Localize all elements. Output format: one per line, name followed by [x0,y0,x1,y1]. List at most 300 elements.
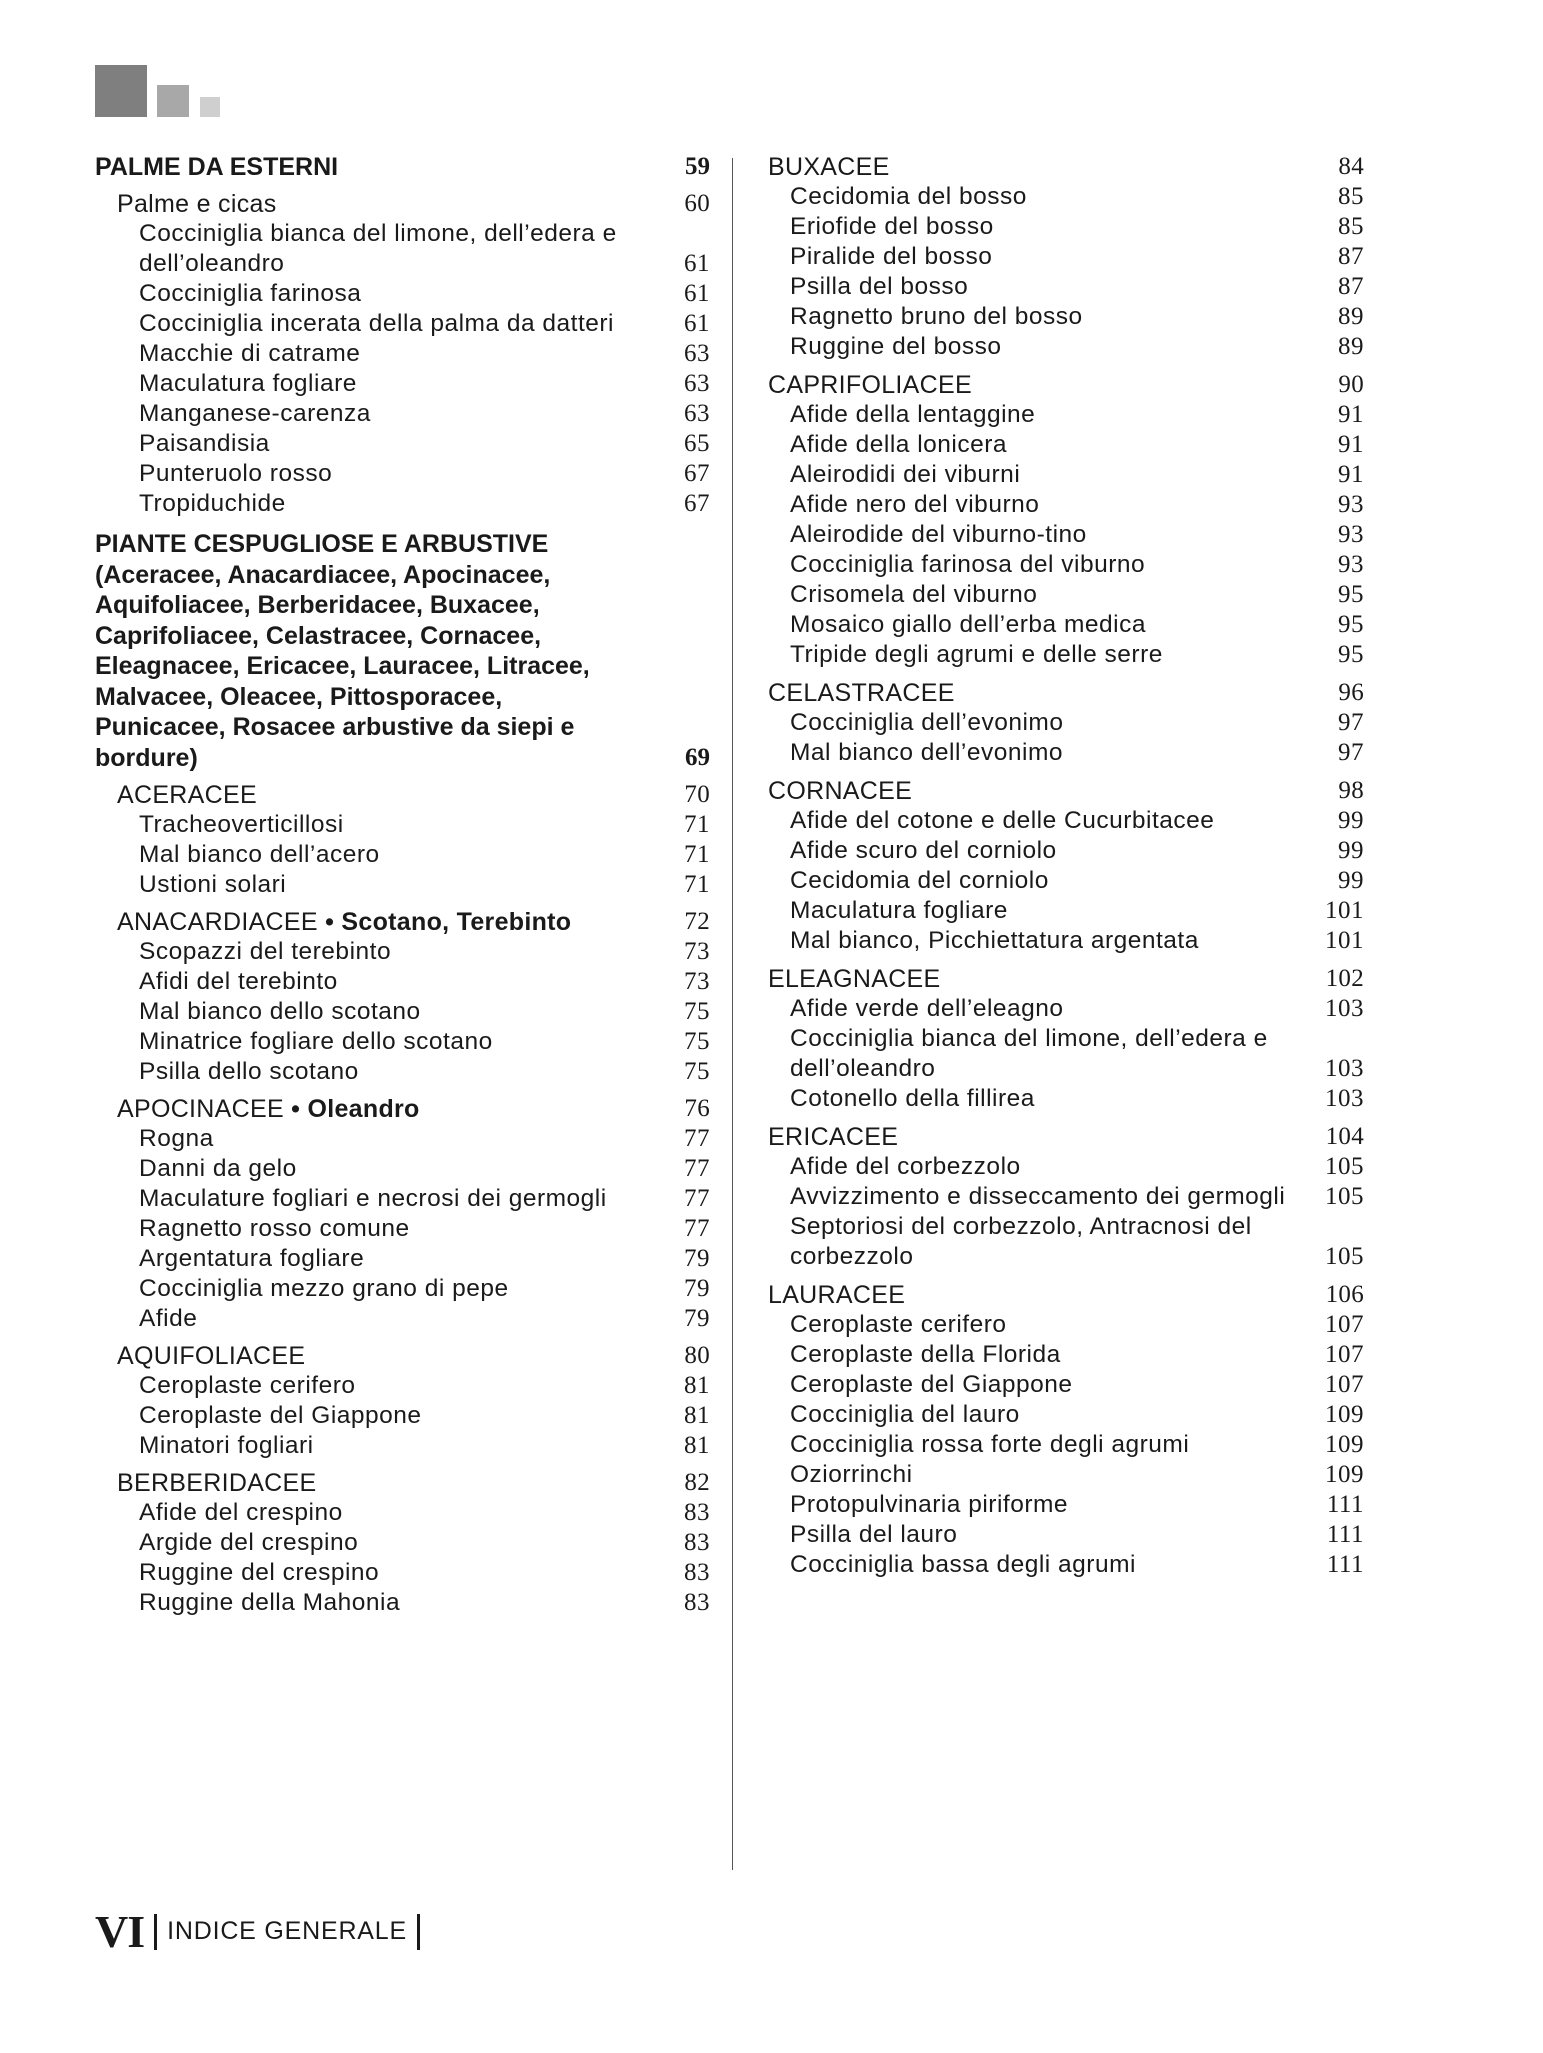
toc-entry-title-text: Maculatura fogliare [139,370,357,397]
toc-entry-page: 91 [1338,431,1364,458]
toc-entry-title [768,776,1304,806]
toc-entry-title [790,866,1304,896]
toc-entry-title [139,339,650,369]
toc-entry-title-text: Eriofide del bosso [790,213,994,240]
toc-entry-title-text: ELEAGNACEE [768,965,941,993]
toc-entry-page: 67 [684,460,710,487]
toc-entry-title [139,219,650,279]
toc-entry-title [790,460,1304,490]
toc-entry-title [139,429,650,459]
toc-entry-title-text: CELASTRACEE [768,679,955,707]
toc-entry-title-text: Cocciniglia rossa forte degli agrumi [790,1431,1190,1458]
toc-item [95,1184,710,1214]
toc-item [95,369,710,399]
toc-item [95,279,710,309]
toc-entry-title [139,870,650,900]
toc-entry-page: 111 [1326,1521,1364,1548]
toc-entry-title [790,520,1304,550]
toc-entry-page: 85 [1338,183,1364,210]
toc-item [768,836,1364,866]
toc-entry-page: 103 [1325,1055,1364,1082]
toc-item [95,489,710,519]
toc-item [768,1212,1364,1272]
toc-entry-page: 83 [684,1589,710,1616]
toc-section [95,152,710,182]
toc-entry-title [139,1184,650,1214]
toc-entry-page: 77 [684,1185,710,1212]
toc-item [768,610,1364,640]
toc-entry-page: 106 [1325,1281,1364,1308]
toc-entry-title [790,302,1304,332]
toc-entry-title [139,1027,650,1057]
toc-entry-page: 76 [684,1095,710,1122]
toc-family [768,964,1364,994]
toc-item [95,1154,710,1184]
toc-entry-title [790,430,1304,460]
toc-entry-page: 79 [684,1245,710,1272]
toc-entry-title-text: Paisandisia [139,430,270,457]
toc-entry-title [139,1588,650,1618]
toc-entry-page: 111 [1326,1551,1364,1578]
toc-entry-title [95,529,650,773]
toc-entry-title-text: Tracheoverticillosi [139,811,344,838]
toc-item [768,490,1364,520]
toc-entry-page: 81 [684,1432,710,1459]
toc-entry-title-text: Cocciniglia bianca del limone, dell’edera e dell’oleandro [139,220,617,277]
toc-entry-page: 67 [684,490,710,517]
toc-entry-page: 103 [1325,1085,1364,1112]
toc-item [95,459,710,489]
toc-entry-page: 63 [684,370,710,397]
toc-entry-title [790,1182,1304,1212]
toc-entry-title-text: Cocciniglia bassa degli agrumi [790,1551,1136,1578]
header-square-large [95,65,147,117]
toc-item [768,182,1364,212]
toc-left-column [95,152,710,1618]
toc-entry-page: 72 [684,908,710,935]
toc-entry-page: 97 [1338,709,1364,736]
toc-entry-page: 69 [685,744,710,771]
toc-entry-page: 99 [1338,837,1364,864]
toc-entry-title-text: Psilla del bosso [790,273,969,300]
header-square-medium [157,85,189,117]
toc-entry-page: 87 [1338,243,1364,270]
toc-entry-title [790,640,1304,670]
toc-entry-page: 63 [684,400,710,427]
toc-item [95,1027,710,1057]
toc-entry-title-text: CORNACEE [768,777,913,805]
toc-item [768,400,1364,430]
toc-entry-page: 83 [684,1499,710,1526]
toc-item [768,1490,1364,1520]
toc-item [95,1371,710,1401]
toc-entry-page: 95 [1338,641,1364,668]
toc-entry-title [790,1152,1304,1182]
toc-entry-page: 77 [684,1215,710,1242]
toc-item [95,1244,710,1274]
toc-item [95,1274,710,1304]
toc-entry-page: 81 [684,1372,710,1399]
toc-entry-title-text: Afide del crespino [139,1499,343,1526]
toc-entry-title [117,907,650,937]
toc-entry-title-text: Argide del crespino [139,1529,359,1556]
toc-entry-title-text: Palme e cicas [117,190,277,218]
toc-entry-title-text: Afide del cotone e delle Cucurbitacee [790,807,1215,834]
toc-item [768,1370,1364,1400]
toc-entry-page: 71 [684,841,710,868]
toc-entry-page: 85 [1338,213,1364,240]
toc-item [95,1124,710,1154]
toc-entry-title-text: BUXACEE [768,153,890,181]
toc-family [768,1122,1364,1152]
toc-entry-page: 77 [684,1155,710,1182]
toc-entry-title-text: Minatrice fogliare dello scotano [139,1028,493,1055]
toc-entry-page: 87 [1338,273,1364,300]
toc-entry-title [139,1244,650,1274]
toc-entry-title-text: APOCINACEE [117,1095,284,1123]
toc-family [95,1094,710,1124]
toc-entry-title-text: Cocciniglia mezzo grano di pepe [139,1275,509,1302]
toc-entry-title [139,1558,650,1588]
toc-entry-page: 65 [684,430,710,457]
toc-entry-page: 99 [1338,807,1364,834]
toc-entry-page: 93 [1338,551,1364,578]
toc-entry-page: 73 [684,968,710,995]
toc-item [768,1460,1364,1490]
toc-item [768,332,1364,362]
toc-entry-title-text: Maculatura fogliare [790,897,1008,924]
toc-entry-page: 73 [684,938,710,965]
toc-entry-page: 107 [1325,1371,1364,1398]
toc-item [95,339,710,369]
toc-entry-page: 90 [1338,371,1364,398]
toc-entry-title [790,1490,1304,1520]
toc-item [768,1340,1364,1370]
toc-entry-title [139,1057,650,1087]
toc-item [95,399,710,429]
toc-entry-title-text: AQUIFOLIACEE [117,1342,306,1370]
toc-item [768,430,1364,460]
toc-entry-title [790,1340,1304,1370]
toc-item [768,302,1364,332]
toc-entry-page: 91 [1338,401,1364,428]
toc-entry-title-text: Ruggine della Mahonia [139,1589,401,1616]
toc-item [95,937,710,967]
toc-item [768,212,1364,242]
toc-item [95,870,710,900]
toc-entry-title-text: Cocciniglia farinosa [139,280,362,307]
toc-entry-page: 61 [684,310,710,337]
toc-item [768,994,1364,1024]
toc-entry-title [139,459,650,489]
toc-entry-title [790,1550,1304,1580]
toc-entry-title [139,1431,650,1461]
toc-item [95,967,710,997]
toc-entry-title [790,212,1304,242]
toc-item [768,1430,1364,1460]
toc-entry-title [790,1430,1304,1460]
toc-entry-title [790,272,1304,302]
toc-entry-title [139,1498,650,1528]
toc-entry-title [139,1528,650,1558]
toc-entry-page: 75 [684,1028,710,1055]
toc-entry-title [768,964,1304,994]
toc-entry-title [790,1370,1304,1400]
toc-entry-title [790,182,1304,212]
toc-entry-title-text: CAPRIFOLIACEE [768,371,972,399]
toc-entry-title [139,967,650,997]
toc-entry-title-text: Danni da gelo [139,1155,297,1182]
toc-entry-title [790,550,1304,580]
toc-item [95,1057,710,1087]
toc-entry-page: 77 [684,1125,710,1152]
toc-entry-title-text: Mosaico giallo dell’erba medica [790,611,1146,638]
toc-entry-title [790,836,1304,866]
toc-family [95,1468,710,1498]
toc-entry-title-text: Psilla dello scotano [139,1058,359,1085]
toc-item [95,1588,710,1618]
toc-item [95,1558,710,1588]
toc-entry-title [117,780,650,810]
toc-entry-title [117,1094,650,1124]
toc-entry-title [790,926,1304,956]
toc-entry-title-text: Manganese-carenza [139,400,371,427]
toc-entry-title [117,1341,650,1371]
toc-item [768,640,1364,670]
toc-item [95,1528,710,1558]
toc-entry-page: 95 [1338,611,1364,638]
toc-entry-title [790,1400,1304,1430]
toc-entry-title [139,1154,650,1184]
toc-entry-title-text: Rogna [139,1125,214,1152]
toc-entry-page: 103 [1325,995,1364,1022]
toc-entry-title [790,610,1304,640]
toc-entry-page: 71 [684,871,710,898]
toc-entry-page: 75 [684,998,710,1025]
toc-entry-title [139,997,650,1027]
toc-entry-title [139,1371,650,1401]
toc-entry-page: 97 [1338,739,1364,766]
toc-entry-page: 102 [1325,965,1364,992]
toc-entry-title-text: PALME DA ESTERNI [95,153,339,181]
toc-entry-page: 101 [1325,927,1364,954]
toc-item [768,896,1364,926]
toc-entry-page: 60 [684,190,710,217]
toc-entry-page: 101 [1325,897,1364,924]
toc-entry-page: 99 [1338,867,1364,894]
toc-entry-page: 109 [1325,1431,1364,1458]
toc-entry-title-text: Mal bianco dello scotano [139,998,421,1025]
toc-entry-page: 109 [1325,1401,1364,1428]
toc-entry-title-text: Ustioni solari [139,871,287,898]
toc-item [768,550,1364,580]
toc-entry-title-text: ERICACEE [768,1123,899,1151]
toc-entry-page: 95 [1338,581,1364,608]
toc-entry-title [790,1310,1304,1340]
toc-entry-title-text: Afide verde dell’eleagno [790,995,1064,1022]
toc-entry-title [139,399,650,429]
toc-entry-title-text: Crisomela del viburno [790,581,1038,608]
toc-entry-page: 91 [1338,461,1364,488]
toc-entry-page: 61 [684,280,710,307]
toc-entry-title-text: BERBERIDACEE [117,1469,317,1497]
toc-entry-title [790,708,1304,738]
toc-item [768,272,1364,302]
toc-entry-title-text: Ceroplaste del Giappone [790,1371,1073,1398]
toc-entry-page: 81 [684,1402,710,1429]
toc-entry-title-text: ANACARDIACEE [117,908,318,936]
toc-entry-title-text: Afide scuro del corniolo [790,837,1057,864]
toc-entry-title [139,1401,650,1431]
toc-entry-title [139,1274,650,1304]
toc-entry-title-text: Maculature fogliari e necrosi dei germogli [139,1185,607,1212]
toc-entry-title-text: Ragnetto rosso comune [139,1215,410,1242]
toc-right-column [768,152,1364,1580]
toc-item [95,810,710,840]
toc-family [768,678,1364,708]
toc-entry-title [139,489,650,519]
toc-entry-page: 79 [684,1275,710,1302]
toc-entry-title-text: Afidi del terebinto [139,968,338,995]
toc-entry-title [790,580,1304,610]
toc-entry-title-text: Afide [139,1305,198,1332]
toc-entry-title [790,332,1304,362]
footer-page-number: VI [95,1906,145,1957]
toc-item [768,708,1364,738]
toc-entry-title [790,400,1304,430]
toc-entry-title [768,152,1304,182]
toc-entry-title-text: Piralide del bosso [790,243,993,270]
toc-entry-title-text: Cocciniglia incerata della palma da datteri [139,310,615,337]
toc-entry-title-text: Macchie di catrame [139,340,361,367]
toc-entry-title [139,810,650,840]
toc-entry-title [95,152,650,182]
toc-family [95,907,710,937]
toc-entry-title [790,806,1304,836]
toc-item [768,460,1364,490]
toc-entry-title-text: Ceroplaste della Florida [790,1341,1061,1368]
toc-entry-title-text: Psilla del lauro [790,1521,958,1548]
toc-entry-page: 105 [1325,1183,1364,1210]
toc-entry-page: 111 [1326,1491,1364,1518]
toc-item [95,1498,710,1528]
toc-entry-title [768,678,1304,708]
toc-entry-page: 96 [1338,679,1364,706]
toc-item [95,1431,710,1461]
toc-entry-title [790,1212,1304,1272]
toc-entry-title [139,309,650,339]
toc-entry-title [768,370,1304,400]
toc-item [768,1520,1364,1550]
footer-label: INDICE GENERALE [167,1917,407,1945]
toc-entry-page: 107 [1325,1341,1364,1368]
toc-entry-title [790,1460,1304,1490]
toc-entry-title [790,1520,1304,1550]
toc-entry-page: 93 [1338,491,1364,518]
toc-entry-title-text: Afide della lonicera [790,431,1008,458]
toc-item [95,1214,710,1244]
toc-family [768,370,1364,400]
toc-entry-title [790,738,1304,768]
toc-entry-subtitle: • Oleandro [283,1095,420,1123]
toc-item [768,1310,1364,1340]
toc-entry-title-text: Cocciniglia dell’evonimo [790,709,1064,736]
toc-entry-title-text: ACERACEE [117,781,257,809]
toc-item [768,1152,1364,1182]
toc-entry-title [117,1468,650,1498]
toc-entry-title-text: Tropiduchide [139,490,286,517]
toc-entry-title [139,840,650,870]
toc-entry-page: 93 [1338,521,1364,548]
toc-entry-title-text: Mal bianco, Picchiettatura argentata [790,927,1199,954]
toc-entry-title-text: Argentatura fogliare [139,1245,365,1272]
toc-entry-title [768,1122,1304,1152]
toc-entry-title-text: Ceroplaste del Giappone [139,1402,422,1429]
toc-entry-title [790,1084,1304,1114]
toc-entry-page: 82 [684,1469,710,1496]
toc-entry-title [139,1214,650,1244]
toc-entry-title-text: Ruggine del bosso [790,333,1002,360]
toc-entry-title-text: Minatori fogliari [139,1432,314,1459]
toc-entry-page: 70 [684,781,710,808]
footer-separator [154,1914,157,1950]
toc-entry-page: 98 [1338,777,1364,804]
toc-entry-title-text: Cotonello della fillirea [790,1085,1035,1112]
toc-section [95,529,710,773]
toc-entry-page: 71 [684,811,710,838]
toc-entry-title-text: Afide nero del viburno [790,491,1040,518]
toc-entry-title [790,896,1304,926]
toc-item [95,429,710,459]
toc-entry-title [768,1280,1304,1310]
toc-entry-title-text: Oziorrinchi [790,1461,913,1488]
toc-entry-title [790,1024,1304,1084]
toc-entry-title [139,369,650,399]
toc-item [768,1084,1364,1114]
toc-entry-page: 105 [1325,1243,1364,1270]
toc-item [768,580,1364,610]
toc-item [768,520,1364,550]
toc-entry-title-text: Aleirodidi dei viburni [790,461,1021,488]
toc-entry-title [790,994,1304,1024]
toc-entry-title-text: Cecidomia del bosso [790,183,1027,210]
toc-item [95,1401,710,1431]
toc-item [95,840,710,870]
toc-item [768,1024,1364,1084]
toc-entry-title-text: Avvizzimento e disseccamento dei germogli [790,1183,1286,1210]
toc-entry-title-text: PIANTE CESPUGLIOSE E ARBUSTIVE (Aceracee, Anacardiacee, Apocinacee, Aquifoliacee, Berberidacee, Buxacee, Caprifoliacee, Celastracee, Cornacee, Eleagnacee, Ericacee, Lauracee, Litracee, Malvacee, Oleacee, Pittosporacee, Punicacee, Rosacee arbustive da siepi e bordure) [95,530,590,772]
toc-item [95,219,710,279]
toc-entry-page: 104 [1325,1123,1364,1150]
toc-family [95,189,710,219]
toc-entry-page: 105 [1325,1153,1364,1180]
toc-item [768,1550,1364,1580]
toc-entry-title-text: Cocciniglia farinosa del viburno [790,551,1146,578]
toc-entry-title [139,1304,650,1334]
toc-entry-page: 84 [1338,153,1364,180]
toc-entry-title [790,242,1304,272]
toc-entry-page: 89 [1338,333,1364,360]
toc-item [768,866,1364,896]
toc-entry-title-text: Afide del corbezzolo [790,1153,1021,1180]
toc-family [95,1341,710,1371]
header-square-small [200,97,220,117]
toc-entry-page: 107 [1325,1311,1364,1338]
toc-entry-page: 80 [684,1342,710,1369]
column-divider [732,158,733,1870]
toc-entry-title-text: Cocciniglia del lauro [790,1401,1020,1428]
toc-entry-title-text: LAURACEE [768,1281,906,1309]
